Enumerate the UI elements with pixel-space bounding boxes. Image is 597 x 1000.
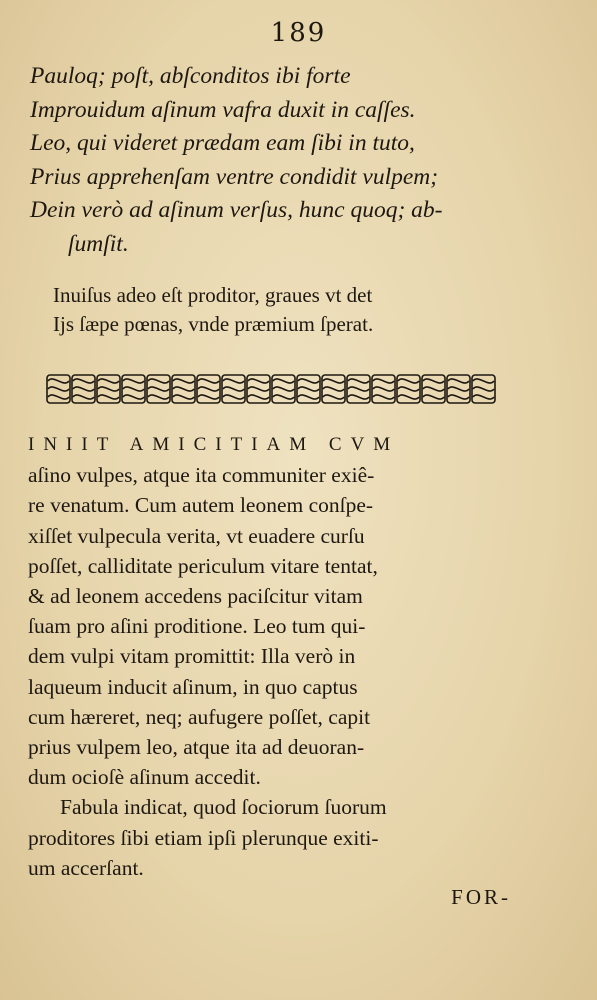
ornament-unit (147, 375, 170, 403)
ornament-unit (447, 375, 470, 403)
ornament-unit (247, 375, 270, 403)
ornament-unit (72, 375, 95, 403)
fable-line: & ad leonem accedens paciſcitur vitam (28, 584, 363, 609)
ornament-unit (372, 375, 395, 403)
fable-line: dum ocioſè aſinum accedit. (28, 765, 261, 790)
ornament-band (46, 372, 496, 406)
ornament-unit (122, 375, 145, 403)
moral-line: Ijs ſæpe pœnas, vnde præmium ſperat. (53, 311, 374, 336)
fable-opening: INIIT AMICITIAM CVM (28, 434, 400, 455)
ornament-unit (272, 375, 295, 403)
verse-line: Leo, qui videret prædam eam ſibi in tuto, (30, 130, 415, 156)
fable-line: ſuam pro aſini proditione. Leo tum qui- (28, 614, 366, 639)
fable-line (28, 430, 513, 460)
fable-line: poſſet, calliditate periculum vitare tentat, (28, 553, 378, 578)
verse-line: Pauloq; poſt, abſconditos ibi forte (30, 63, 351, 89)
ornament-unit (422, 375, 445, 403)
fable-line: prius vulpem leo, atque ita ad deuoran- (28, 735, 365, 760)
moral-prose-line: proditores ſibi etiam ipſi plerunque exiti- (28, 825, 379, 850)
catchword: FOR- (451, 885, 511, 909)
ornament-unit (197, 375, 220, 403)
verse-line: Improuidum aſinum vafra duxit in caſſes. (30, 96, 416, 123)
fable-line: re venatum. Cum autem leonem conſpe- (28, 493, 374, 518)
fable-text (28, 430, 513, 883)
verse-line: ſumſit. (68, 230, 129, 257)
ornament-unit (297, 375, 320, 403)
verse-block (30, 60, 570, 261)
ornament-unit (322, 375, 345, 403)
fable-line: aſino vulpes, atque ita communiter exiê- (28, 463, 375, 488)
moral-prose-line: um accerſant. (28, 855, 144, 880)
ornament-unit (222, 375, 245, 403)
ornament-unit (472, 375, 495, 403)
ornament-unit (347, 375, 370, 403)
moral-block (53, 281, 573, 338)
ornament-unit (397, 375, 420, 403)
verse-line: Dein verò ad aſinum verſus, hunc quoq; ab- (30, 197, 443, 223)
fable-line: laqueum inducit aſinum, in quo captus (28, 674, 358, 699)
fable-line: cum hæreret, neq; aufugere poſſet, capit (28, 704, 371, 729)
ornament-unit (172, 375, 195, 403)
verse-line: Prius apprehenſam ventre condidit vulpem; (30, 163, 439, 190)
page-number: 189 (270, 18, 327, 48)
moral-line: Inuiſus adeo eſt proditor, graues vt det (53, 283, 373, 307)
fable-line: dem vulpi vitam promittit: Illa verò in (28, 644, 356, 669)
fable-line: xiſſet vulpecula verita, vt euadere curſu (28, 523, 365, 548)
ornament-unit (47, 375, 70, 403)
ornament-unit (97, 375, 120, 403)
moral-prose-line: Fabula indicat, quod ſociorum ſuorum (60, 795, 387, 820)
